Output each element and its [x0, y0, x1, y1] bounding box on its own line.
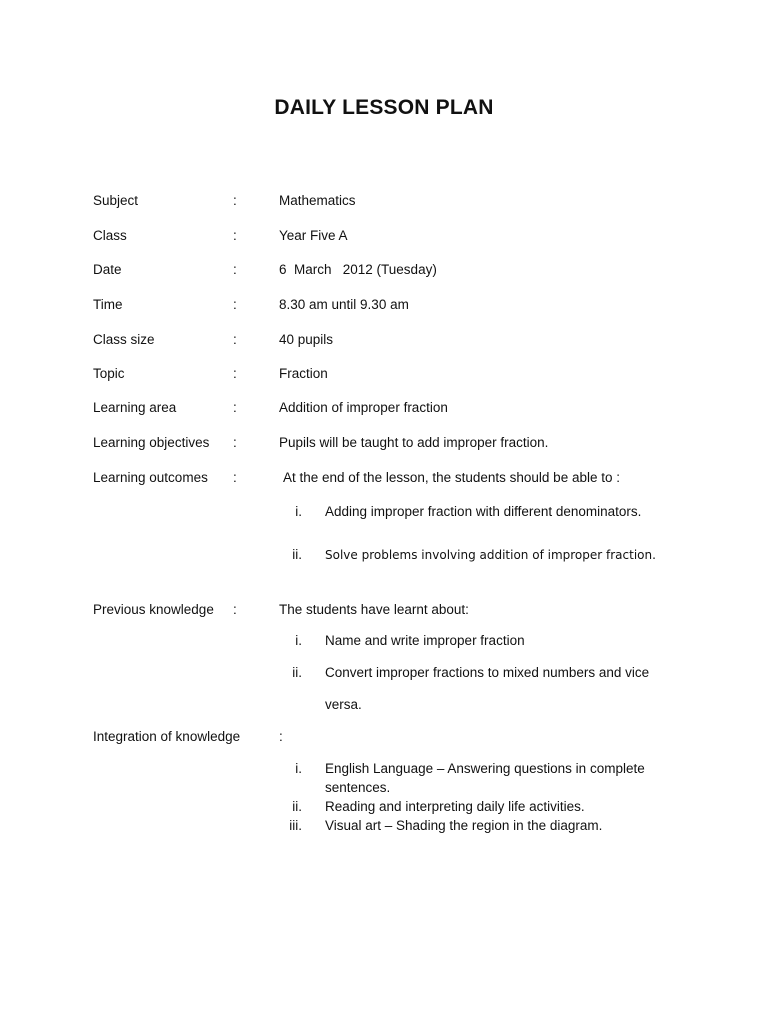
- field-label: Integration of knowledge: [93, 729, 241, 744]
- field-colon: :: [233, 332, 237, 347]
- list-item-text: Name and write improper fraction: [325, 633, 525, 648]
- field-value: The students have learnt about:: [279, 602, 469, 617]
- field-label: Class: [93, 228, 127, 243]
- field-label: Class size: [93, 332, 155, 347]
- field-label: Learning outcomes: [93, 470, 208, 485]
- field-value: 40 pupils: [279, 332, 334, 347]
- list-item-number: ii.: [292, 665, 302, 680]
- field-label: Time: [93, 297, 123, 312]
- list-item: [0, 663, 768, 683]
- list-item-number: ii.: [292, 547, 302, 562]
- list-item-text: sentences.: [325, 780, 391, 795]
- list-item-text: Visual art – Shading the region in the diagram.: [325, 818, 603, 833]
- field-label: Learning objectives: [93, 435, 210, 450]
- field-value: Mathematics: [279, 193, 356, 208]
- list-item: [0, 545, 768, 565]
- field-label: Topic: [93, 366, 125, 381]
- field-colon: :: [279, 729, 283, 744]
- field-colon: :: [233, 366, 237, 381]
- field-value: Pupils will be taught to add improper fraction.: [279, 435, 549, 450]
- field-label: Date: [93, 262, 122, 277]
- field-value: 8.30 am until 9.30 am: [279, 297, 409, 312]
- list-item-text: versa.: [325, 697, 362, 712]
- list-item-continuation: [0, 778, 768, 798]
- list-item-text: Adding improper fraction with different denominators.: [325, 504, 642, 519]
- list-item: [0, 797, 768, 817]
- field-value: Year Five A: [279, 228, 348, 243]
- list-item-text: Solve problems involving addition of improper fraction.: [325, 548, 656, 562]
- field-value: At the end of the lesson, the students should be able to :: [283, 470, 620, 485]
- list-item-number: i.: [295, 761, 302, 776]
- list-item-number: ii.: [292, 799, 302, 814]
- field-label: Subject: [93, 193, 139, 208]
- list-item: [0, 759, 768, 779]
- field-value: Addition of improper fraction: [279, 400, 448, 415]
- field-value: 6 March 2012 (Tuesday): [279, 262, 437, 277]
- field-colon: :: [233, 262, 237, 277]
- list-item-number: i.: [295, 633, 302, 648]
- list-item-continuation: [0, 695, 768, 715]
- field-label: Previous knowledge: [93, 602, 214, 617]
- field-label: Learning area: [93, 400, 177, 415]
- list-item: [0, 816, 768, 836]
- field-colon: :: [233, 435, 237, 450]
- list-item-number: iii.: [289, 818, 302, 833]
- field-colon: :: [233, 193, 237, 208]
- list-item-number: i.: [295, 504, 302, 519]
- field-value: Fraction: [279, 366, 328, 381]
- list-item: [0, 631, 768, 651]
- page-title: DAILY LESSON PLAN: [274, 96, 494, 119]
- field-colon: :: [233, 297, 237, 312]
- field-colon: :: [233, 400, 237, 415]
- list-item-text: Convert improper fractions to mixed numbers and vice: [325, 665, 650, 680]
- field-colon: :: [233, 602, 237, 617]
- list-item: [0, 502, 768, 522]
- list-item-text: Reading and interpreting daily life activities.: [325, 799, 585, 814]
- field-colon: :: [233, 470, 237, 485]
- field-colon: :: [233, 228, 237, 243]
- list-item-text: English Language – Answering questions in complete: [325, 761, 645, 776]
